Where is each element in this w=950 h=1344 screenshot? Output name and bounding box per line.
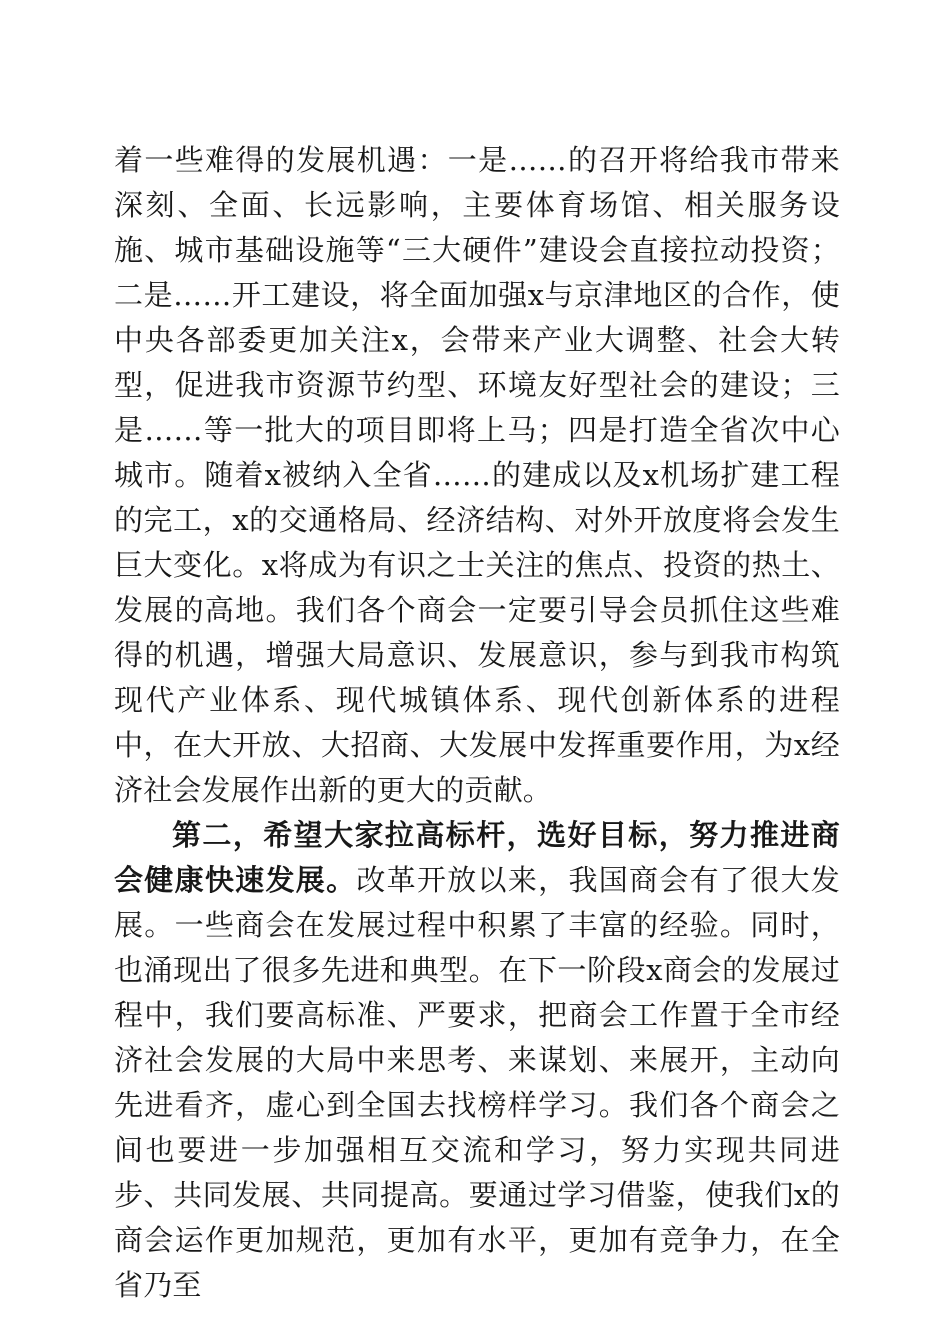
paragraph-section-two-text: 改革开放以来，我国商会有了很大发展。一些商会在发展过程中积累了丰富的经验。同时，也涌现出了很多先进和典型。在下一阶段x商会的发展过程中，我们要高标准、严要求，把商会工作置于全市经济社会发展的大局中来思考、来谋划、来展开，主动向先进看齐，虚心到全国去找榜样学习。我们各个商会之间也要进一步加强相互交流和学习，努力实现共同进步、共同发展、共同提高。要通过学习借鉴，使我们x的商会运作更加规范，更加有水平，更加有竞争力，在全省乃至: [114, 863, 841, 1302]
paragraph-continuation-text: 着一些难得的发展机遇：一是……的召开将给我市带来深刻、全面、长远影响，主要体育场馆、相关服务设施、城市基础设施等“三大硬件”建设会直接拉动投资；二是……开工建设，将全面加强x与京津地区的合作，使中央各部委更加关注x，会带来产业大调整、社会大转型，促进我市资源节约型、环境友好型社会的建设；三是……等一批大的项目即将上马；四是打造全省次中心城市。随着x被纳入全省……的建成以及x机场扩建工程的完工，x的交通格局、经济结构、对外开放度将会发生巨大变化。x将成为有识之士关注的焦点、投资的热土、发展的高地。我们各个商会一定要引导会员抓住这些难得的机遇，增强大局意识、发展意识，参与到我市构筑现代产业体系、现代城镇体系、现代创新体系的进程中，在大开放、大招商、大发展中发挥重要作用，为x经济社会发展作出新的更大的贡献。: [114, 143, 840, 807]
paragraph-section-two-bold-lead: 第二，希望大家拉高标杆，选好目标，努力推进商会健康快速发展。: [114, 818, 840, 897]
paragraph-continuation: [114, 138, 840, 813]
document-text-body: [114, 138, 840, 1308]
paragraph-section-two: [114, 813, 840, 1308]
